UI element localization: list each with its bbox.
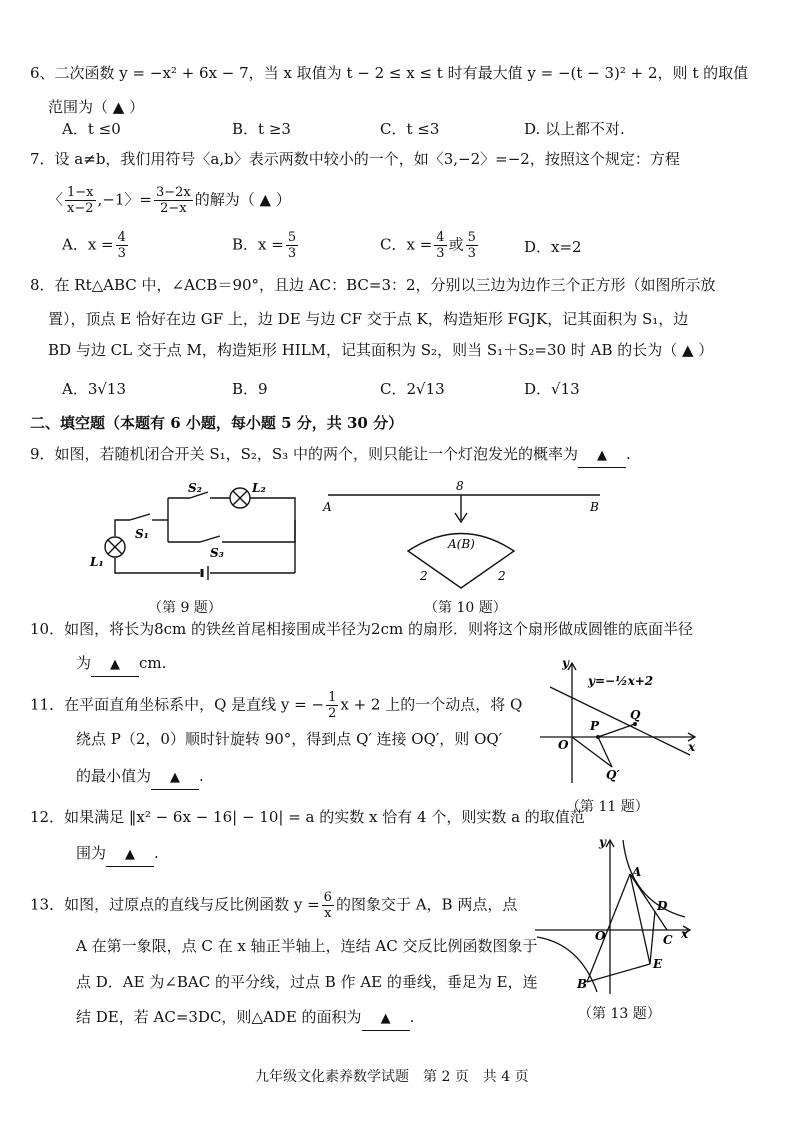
fig11-label-o: O [558,738,569,752]
q11-text-post: x + 2 上的一个动点，将 Q [340,695,523,714]
fig9-label-s2: S₂ [188,481,202,495]
q12-answer-blank: ▲ [106,844,154,867]
q13-line3: 点 D．AE 为∠BAC 的平分线，过点 B 作 AE 的垂线，垂足为 E，连 [76,973,538,991]
fig13-hyperbola-branch-2 [537,937,597,992]
fig10-sector-diagram [318,476,608,591]
fig13-label-o: O [595,929,606,943]
fig9-wire-left-top [115,520,130,536]
q7-c-num1: 4 [436,230,445,245]
fig10-label-length: 8 [456,479,464,493]
q13-line4-text: 结 DE，若 AC=3DC，则△ADE 的面积为 [76,1008,362,1026]
q9-answer-blank: ▲ [578,445,626,468]
q11-end: . [199,767,204,785]
q9-line1 [30,443,631,468]
q7-c-frac2 [466,230,478,261]
q10-line2 [76,652,166,677]
q7-b-num: 5 [287,230,297,245]
q7-equation [48,185,291,216]
q13-line4 [76,1006,414,1031]
fig13-label-b: B [577,977,588,991]
q11-frac-den: 2 [328,706,337,721]
q7-a-num: 4 [117,230,126,245]
q10-pre: 为 [76,654,92,672]
q12-line2 [76,842,159,867]
section-2-heading: 二、填空题（本题有 6 小题，每小题 5 分，共 30 分） [30,414,404,432]
fig13-label-d: D [657,899,668,913]
fig11-label-x: x [688,740,696,754]
q9-end: . [625,445,631,463]
q8-line3: BD 与边 CL 交于点 M，构造矩形 HILM，记其面积为 S₂，则当 S₁＋S₂=30 时 AB 的长为（ ▲ ） [48,341,714,359]
fig11-line [550,687,690,755]
q8-option-c: C．2√13 [380,380,445,398]
q6-line2: 范围为（ ▲ ） [48,98,145,116]
fig10-label-radius-right: 2 [498,569,506,583]
q8-option-a: A．3√13 [62,380,127,398]
fig11-label-line: y=−½x+2 [588,674,654,688]
q11-fraction [326,690,338,721]
q7-eq-bracket: 〈 [48,190,64,209]
q7-c-text: C．x = [380,235,433,254]
q10-answer-blank: ▲ [91,654,139,677]
q11-answer-blank: ▲ [151,767,199,790]
fig13-label-e: E [653,957,663,971]
q6-option-b: B．t ≥3 [232,120,291,138]
q8-option-b: B．9 [232,380,268,398]
q7-f1-den: x−2 [67,201,94,216]
q7-b-text: B．x = [232,235,284,254]
fig11-segment-oq-prime [572,737,612,767]
fig13-line-ab [587,874,630,982]
q11-frac-num: 1 [328,690,337,705]
q11-line1 [30,690,522,721]
q13-frac-den: x [324,906,332,921]
q7-eq-mid: ,−1〉= [97,190,152,209]
fig11-label-q: Q [630,708,641,722]
fig13-label-y: y [599,835,606,849]
fig10-label-ab: A(B) [448,537,475,551]
fig13-hyperbola-diagram [535,832,700,997]
q7-fraction-1 [65,185,96,216]
q8-line1: 8．在 Rt△ABC 中，∠ACB＝90°，且边 AC：BC=3：2，分别以三边为边作三个正方形（如图所示放 [30,276,716,294]
q7-c-or: 或 [448,235,464,254]
q7-eq-answer: 的解为（ ▲ ） [194,190,291,209]
q7-line1: 7．设 a≠b，我们用符号〈a,b〉表示两数中较小的一个，如〈3,−2〉=−2，按照这个规定：方程 [30,150,680,168]
q7-c-frac1 [434,230,446,261]
fig10-label-a: A [323,500,332,514]
fig11-point-p [596,735,600,739]
fig11-label-p: P [590,719,600,733]
q6-line1: 6、二次函数 y = −x² + 6x − 7，当 x 取值为 t − 2 ≤ x ≤ t 时有最大值 y = −(t − 3)² + 2，则 t 的取值 [30,64,749,82]
fig9-circuit-diagram [80,478,310,583]
q11-line2: 绕点 P（2，0）顺时针旋转 90°，得到点 Q′ 连接 OQ′，则 OQ′ [76,730,503,748]
fig10-label-radius-left: 2 [420,569,428,583]
q12-line2-text: 围为 [76,844,107,862]
q12-end: . [154,844,159,862]
q7-c-den2: 3 [467,246,476,261]
fig13-label-x: x [681,927,689,941]
q13-end: . [409,1008,415,1026]
q13-line2: A 在第一象限，点 C 在 x 轴正半轴上，连结 AC 交反比例函数图象于 [76,937,538,955]
q7-a-text: A．x = [62,235,114,254]
q7-option-b [232,230,300,261]
q13-line1 [30,890,517,921]
q11-text-pre: 11．在平面直角坐标系中，Q 是直线 y = − [30,695,325,714]
fig9-switch-s1 [130,514,150,520]
q7-f2-num: 3−2x [155,185,191,200]
fig10-caption: （第 10 题） [424,600,507,616]
q12-line1: 12．如果满足 ‖x² − 6x − 16| − 10| = a 的实数 x 恰有 4 个，则实数 a 的取值范 [30,808,585,826]
fig11-point-q [633,722,637,726]
fig13-label-c: C [663,933,673,947]
q9-text: 9．如图，若随机闭合开关 S₁，S₂，S₃ 中的两个，则只能让一个灯泡发光的概率为 [30,445,578,463]
fig9-label-s1: S₁ [135,527,149,541]
fig10-label-b: B [590,500,599,514]
q7-f2-den: 2−x [160,201,187,216]
fig11-coordinate-diagram [540,655,705,785]
fig13-caption: （第 13 题） [578,1006,661,1022]
q13-frac-num: 6 [323,890,332,905]
q11-line3 [76,765,204,790]
q10-post: cm. [139,654,167,672]
q7-c-den1: 3 [436,246,445,261]
q13-text-pre: 13．如图，过原点的直线与反比例函数 y = [30,895,320,914]
fig11-caption: （第 11 题） [566,799,649,815]
fig11-label-q-prime: Q′ [606,768,620,782]
q7-f1-num: 1−x [67,185,94,200]
q7-option-d: D．x=2 [524,238,582,256]
fig9-label-l2: L₂ [252,481,266,495]
q6-option-d: D. 以上都不对. [524,120,625,138]
fig13-line-be [587,964,650,982]
q11-line3-text: 的最小值为 [76,767,152,785]
q7-b-den: 3 [287,246,297,261]
fig9-caption: （第 9 题） [148,600,222,616]
page-footer: 九年级文化素养数学试题 第 2 页 共 4 页 [255,1069,529,1085]
fig9-label-l1: L₁ [90,555,104,569]
fig9-switch-s3 [200,536,220,542]
q7-a-den: 3 [117,246,126,261]
fig13-label-a: A [632,865,642,879]
q7-option-c [380,230,480,261]
q7-a-frac [116,230,128,261]
fig9-label-s3: S₃ [210,546,224,560]
fig11-segment-pq [598,724,635,737]
fig11-label-y: y [562,656,569,670]
q10-line1: 10．如图，将长为8cm 的铁丝首尾相接围成半径为2cm 的扇形．则将这个扇形做成圆锥的底面半径 [30,620,693,638]
q13-text-post: 的图象交于 A，B 两点，点 [335,895,518,914]
q13-fraction [322,890,334,921]
q6-option-a: A．t ≤0 [62,120,121,138]
q7-c-num2: 5 [467,230,476,245]
q13-answer-blank: ▲ [362,1008,410,1031]
q7-b-frac [286,230,298,261]
q7-option-a [62,230,130,261]
q8-option-d: D．√13 [524,380,580,398]
q6-option-c: C．t ≤3 [380,120,440,138]
q8-line2: 置），顶点 E 恰好在边 GF 上，边 DE 与边 CF 交于点 K，构造矩形 FGJK，记其面积为 S₁，边 [48,310,689,328]
q7-fraction-2 [154,185,193,216]
